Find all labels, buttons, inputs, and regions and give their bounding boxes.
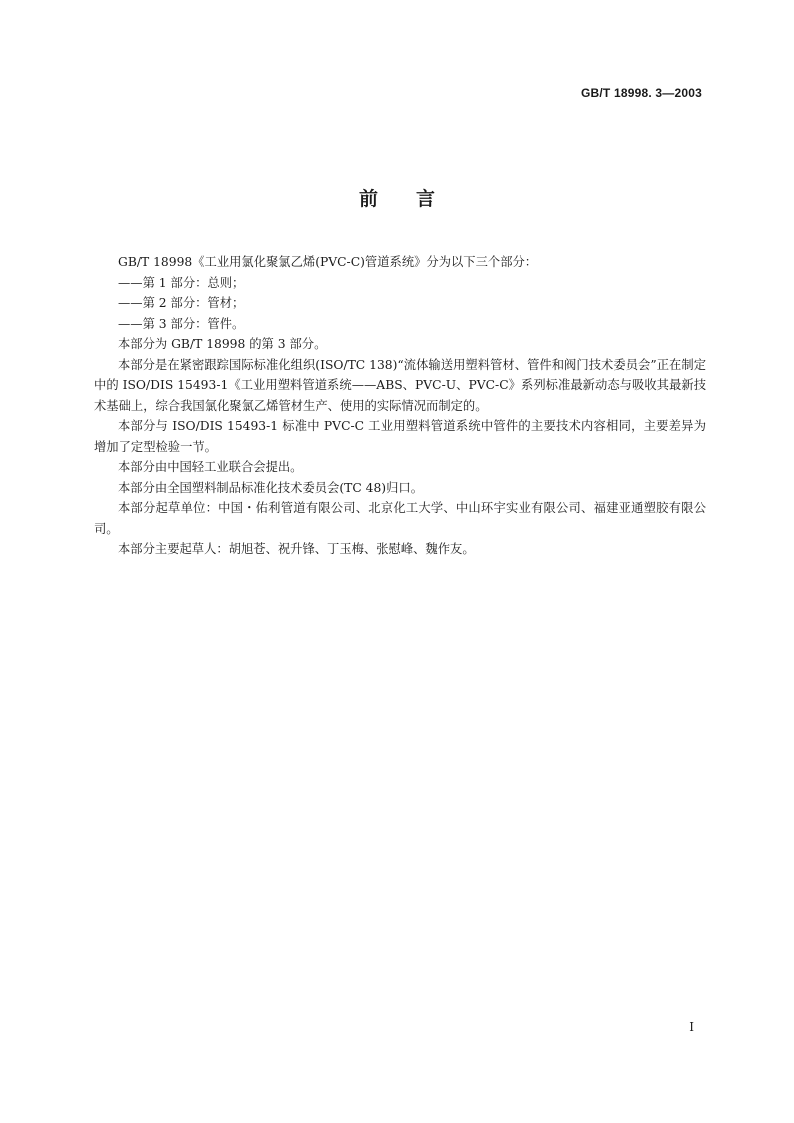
list-item-part-2: ——第 2 部分：管材；	[118, 296, 245, 310]
paragraph-intro: GB/T 18998《工业用氯化聚氯乙烯(PVC-C)管道系统》分为以下三个部分：	[118, 255, 538, 269]
paragraph-part-statement: 本部分为 GB/T 18998 的第 3 部分。	[118, 337, 327, 351]
list-item-part-3: ——第 3 部分：管件。	[118, 316, 245, 331]
standard-code: GB/T 18998. 3—2003	[580, 86, 702, 100]
paragraph-proposed-by: 本部分由中国轻工业联合会提出。	[118, 460, 303, 474]
paragraph-differences: 本部分与 ISO/DIS 15493-1 标准中 PVC-C 工业用塑料管道系统中管件的主要技术内容相同，主要差异为增加了定型检验一节。	[94, 419, 706, 454]
paragraph-basis: 本部分是在紧密跟踪国际标准化组织(ISO/TC 138)“流体输送用塑料管材、管件和阀门技术委员会”正在制定中的 ISO/DIS 15493-1《工业用塑料管道系统——ABS、PVC-U、PVC-C》系列标准最新动态与吸收其最新技术基础上，综合我国氯化聚氯乙烯管材生产、使用的实际情况而制定的。	[94, 357, 706, 413]
page-title: 前言	[358, 188, 473, 210]
page-number: I	[689, 1020, 694, 1034]
paragraph-managed-by: 本部分由全国塑料制品标准化技术委员会(TC 48)归口。	[118, 480, 423, 495]
list-item-part-1: ——第 1 部分：总则；	[118, 275, 245, 290]
paragraph-drafting-units: 本部分起草单位：中国・佑利管道有限公司、北京化工大学、中山环宇实业有限公司、福建亚通塑胶有限公司。	[94, 501, 706, 536]
paragraph-drafters: 本部分主要起草人：胡旭苍、祝升锋、丁玉梅、张慰峰、魏作友。	[118, 542, 475, 556]
foreword-body	[94, 252, 706, 560]
